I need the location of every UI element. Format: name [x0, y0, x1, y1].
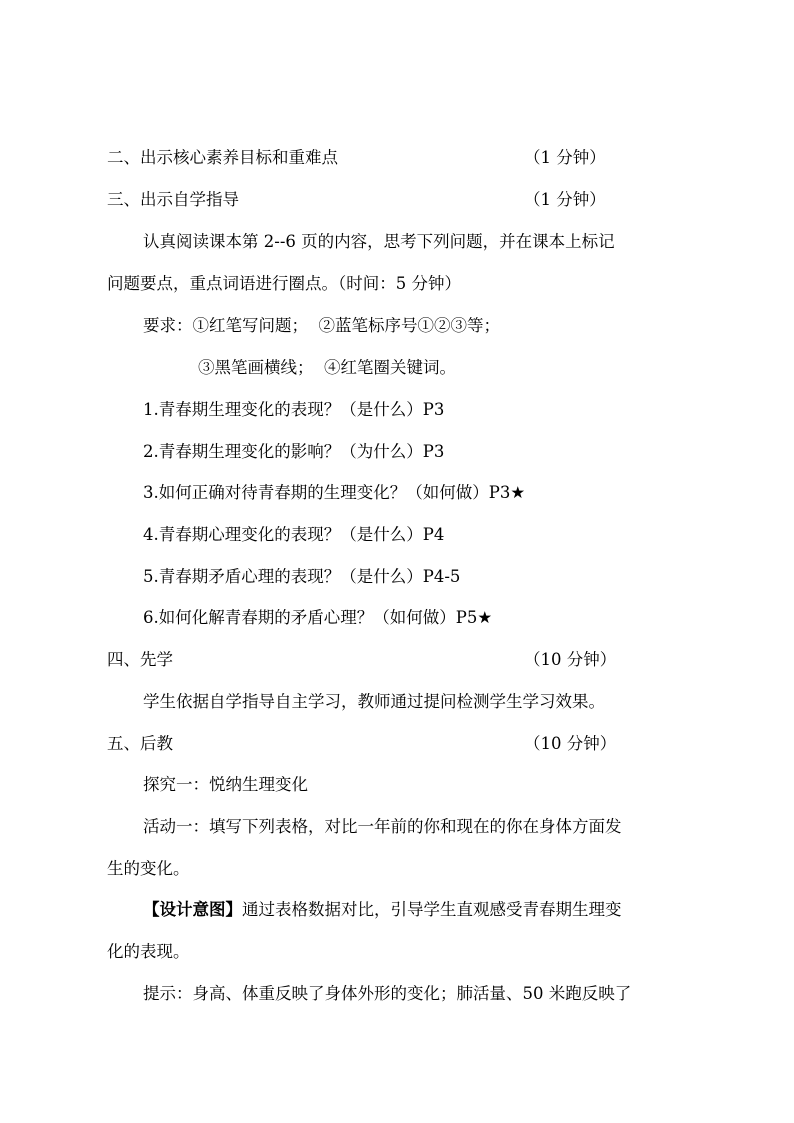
section-4-heading: 四、先学: [107, 650, 173, 669]
section-3-heading: 三、出示自学指导: [107, 190, 239, 209]
activity-1-line-1: 活动一：填写下列表格，对比一年前的你和现在的你在身体方面发: [143, 817, 622, 836]
question-item: 1.青春期生理变化的表现？（是什么）P3: [143, 400, 445, 419]
design-intent-line-2: 化的表现。: [107, 942, 190, 961]
section-2-time: （1 分钟）: [524, 148, 606, 167]
question-item: 2.青春期生理变化的影响？（为什么）P3: [143, 442, 445, 461]
question-item: 3.如何正确对待青春期的生理变化？（如何做）P3★: [143, 483, 526, 502]
pre-study-text: 学生依据自学指导自主学习，教师通过提问检测学生学习效果。: [143, 692, 605, 711]
section-4-time: （10 分钟）: [524, 650, 617, 669]
section-3-time: （1 分钟）: [524, 190, 606, 209]
section-2-heading: 二、出示核心素养目标和重难点: [107, 148, 338, 167]
question-item: 4.青春期心理变化的表现？（是什么）P4: [143, 525, 445, 544]
guide-paragraph-line-1: 认真阅读课本第 2--6 页的内容，思考下列问题，并在课本上标记: [143, 232, 615, 251]
guide-paragraph-line-2: 问题要点，重点词语进行圈点。（时间：5 分钟）: [107, 274, 461, 293]
design-intent-line-1: [143, 898, 622, 922]
question-item: 6.如何化解青春期的矛盾心理？（如何做）P5★: [143, 608, 493, 627]
activity-1-line-2: 生的变化。: [107, 859, 190, 878]
question-item: 5.青春期矛盾心理的表现？（是什么）P4-5: [143, 567, 461, 586]
requirements-line-1: 要求：①红笔写问题； ②蓝笔标序号①②③等；: [143, 316, 500, 335]
section-5-heading: 五、后教: [107, 734, 173, 753]
requirements-line-2: ③黑笔画横线； ④红笔圈关键词。: [198, 358, 456, 377]
hint-line-1: 提示：身高、体重反映了身体外形的变化；肺活量、50 米跑反映了: [143, 984, 632, 1003]
section-5-time: （10 分钟）: [524, 734, 617, 753]
design-intent-text: 通过表格数据对比，引导学生直观感受青春期生理变: [242, 900, 622, 919]
design-intent-label: 【设计意图】: [143, 900, 242, 919]
explore-1-heading: 探究一：悦纳生理变化: [143, 775, 308, 794]
